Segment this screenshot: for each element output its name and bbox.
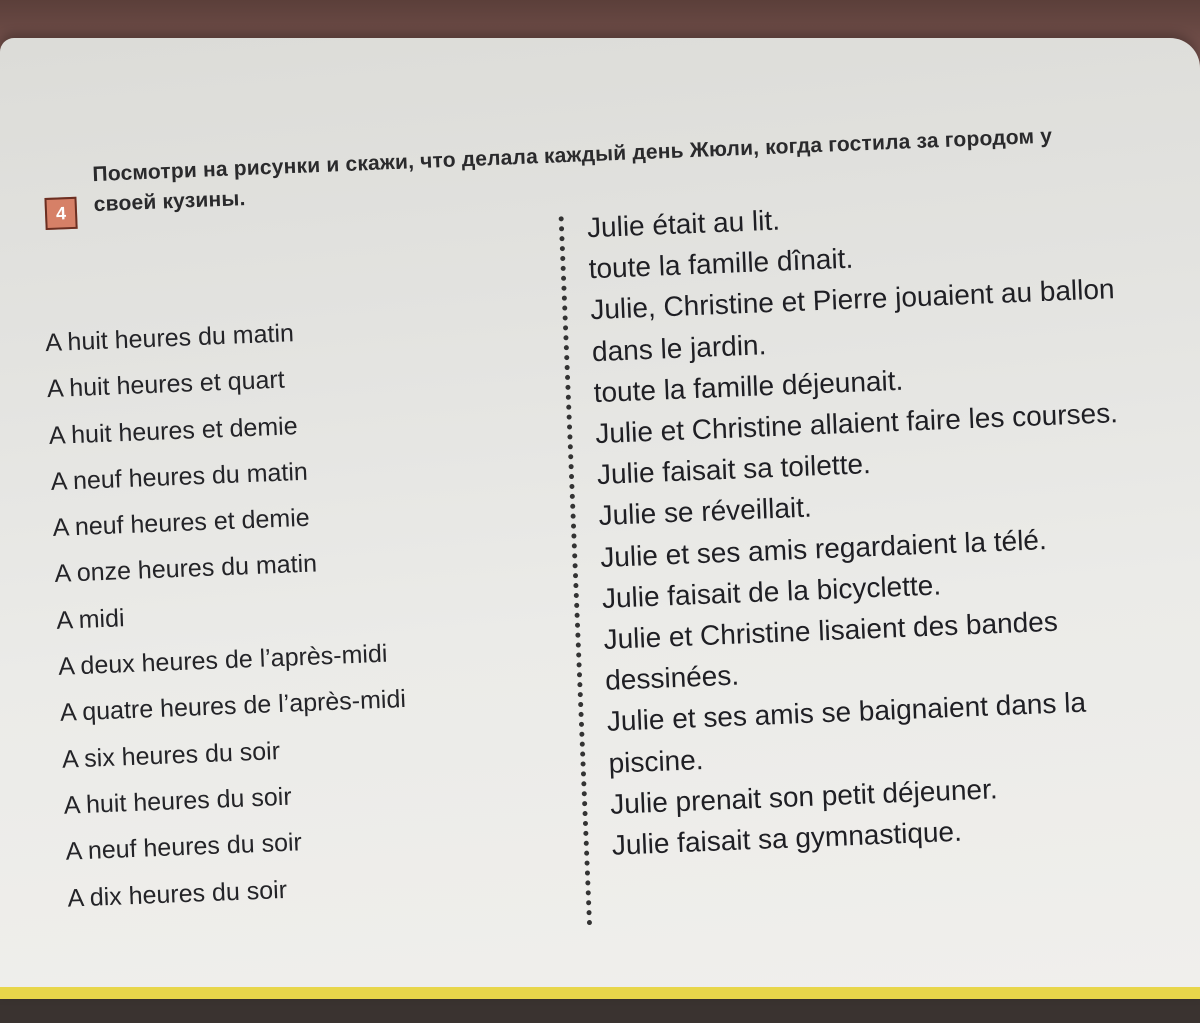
time-item: A onze heures du matin	[53, 549, 318, 589]
activity-item: toute la famille dînait.	[588, 242, 854, 285]
activity-item: Julie faisait sa toilette.	[596, 448, 872, 491]
exercise-number-badge: 4	[44, 197, 77, 230]
activity-item: Julie et Christine allaient faire les courses.	[594, 397, 1119, 450]
time-item: A neuf heures du matin	[50, 457, 309, 496]
time-item: A midi	[55, 603, 126, 635]
activities-column	[586, 184, 1182, 866]
time-item: A neuf heures et demie	[52, 503, 311, 543]
activity-item: Julie, Christine et Pierre jouaient au ballon dans le jardin.	[589, 273, 1116, 367]
time-item: A deux heures de l’après-midi	[57, 639, 388, 681]
time-item: A neuf heures du soir	[65, 828, 303, 866]
time-item: A huit heures et demie	[48, 411, 299, 450]
activity-item: Julie était au lit.	[586, 204, 781, 244]
activity-item: Julie et ses amis se baignaient dans la piscine.	[606, 687, 1087, 779]
activity-item: Julie prenait son petit déjeuner.	[609, 773, 999, 820]
exercise-instructions: Посмотри на рисунки и скажи, что делала каждый день Жюли, когда гостила за городом у своей кузины.	[92, 124, 1053, 217]
activity-item: Julie faisait sa gymnastique.	[611, 815, 963, 861]
time-item: A huit heures du soir	[63, 782, 293, 820]
time-item: A dix heures du soir	[66, 875, 288, 913]
activity-item: Julie et Christine lisaient des bandes dessinées.	[602, 605, 1059, 697]
time-item: A quatre heures de l’après-midi	[59, 685, 407, 728]
time-item: A huit heures et quart	[46, 365, 286, 404]
times-column	[44, 300, 568, 921]
time-item: A huit heures du matin	[44, 319, 295, 358]
activity-item: Julie se réveillait.	[598, 491, 813, 532]
activity-item: Julie faisait de la bicyclette.	[601, 569, 942, 614]
activity-item: Julie et ses amis regardaient la télé.	[599, 523, 1048, 573]
activity-item: toute la famille déjeunait.	[593, 364, 904, 408]
time-item: A six heures du soir	[61, 736, 281, 774]
